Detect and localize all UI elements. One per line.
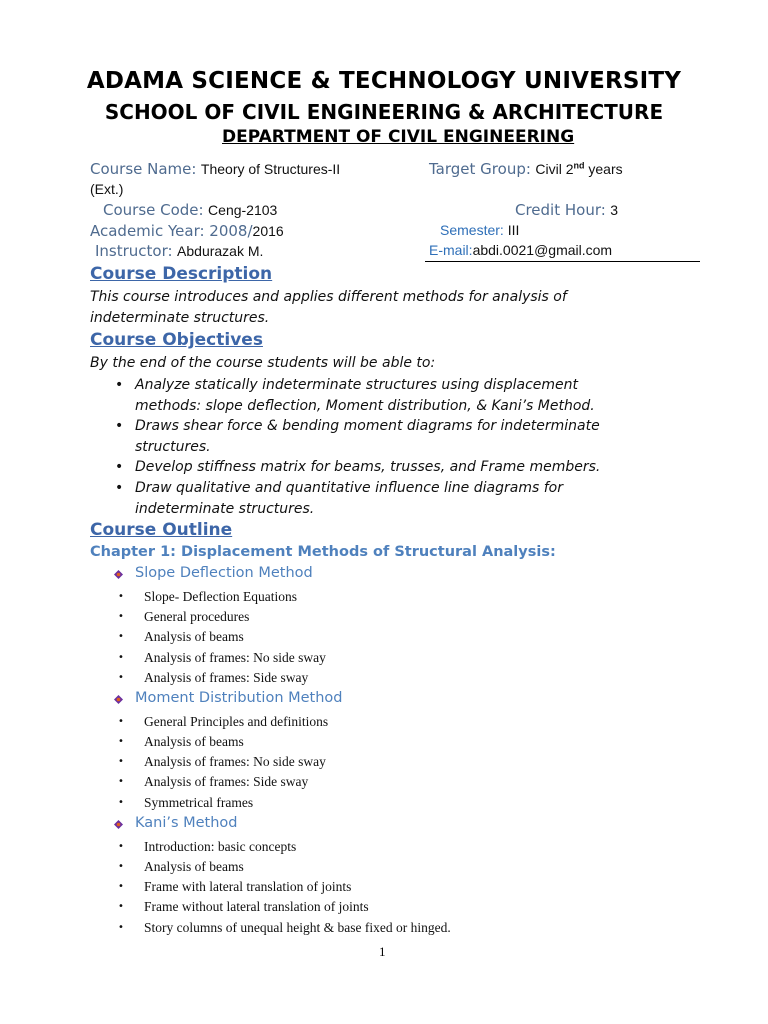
arrow-bullet-icon bbox=[114, 695, 123, 704]
bullet-icon: • bbox=[115, 418, 124, 434]
instructor-row bbox=[95, 242, 263, 260]
instructor-label: Instructor: bbox=[95, 242, 173, 260]
academic-year-value: 2016 bbox=[252, 223, 284, 239]
semester-value: III bbox=[503, 222, 520, 238]
course-code-value: Ceng-2103 bbox=[208, 202, 278, 218]
semester-label: Semester: bbox=[440, 222, 504, 238]
description-line-1: This course introduces and applies different methods for analysis of bbox=[90, 289, 567, 305]
school-title: SCHOOL OF CIVIL ENGINEERING & ARCHITECTURE bbox=[104, 100, 664, 124]
chapter-1-heading: Chapter 1: Displacement Methods of Structural Analysis: bbox=[90, 544, 556, 560]
course-name-ext: (Ext.) bbox=[90, 181, 124, 197]
course-description-heading: Course Description bbox=[90, 264, 273, 284]
description-line-2: indeterminate structures. bbox=[90, 310, 270, 326]
email-value[interactable]: abdi.0021@gmail.com bbox=[472, 242, 613, 258]
email-row bbox=[429, 242, 612, 259]
target-group-label: Target Group: bbox=[429, 160, 531, 178]
bullet-icon: • bbox=[115, 377, 124, 393]
semester-row bbox=[440, 222, 519, 239]
university-title: ADAMA SCIENCE & TECHNOLOGY UNIVERSITY bbox=[86, 68, 682, 94]
course-name-label: Course Name: bbox=[90, 160, 197, 178]
course-name-row bbox=[90, 160, 340, 178]
academic-year-row bbox=[90, 222, 284, 240]
arrow-bullet-icon bbox=[114, 820, 123, 829]
target-group-value: Civil 2nd years bbox=[535, 160, 623, 177]
document-page: ADAMA SCIENCE & TECHNOLOGY UNIVERSITY SCHOOL OF CIVIL ENGINEERING & ARCHITECTURE DEPARTMENT OF CIVIL ENGINEERING Course Name: Theory of Structures-II (Ext.) Target Group: Civil 2nd years Course Code: Ceng-2103 Credit Hour: 3 Academic Year: 2008/2016 Semester: III Instructor: Abdurazak M. E-mail:abdi.0021@gmail.com Course Description This course introduces and applies different methods for analysis of indeterminate structures. Course Objectives By the end of the course students will be able to: • Analyze statically indeterminate structures using displacement methods: slope deflection, Moment distribution, & Kani’s Method. • Draws shear force & bending moment diagrams for indeterminate structures. • Develop stiffness matrix for beams, trusses, and Frame members. • Draw qualitative and quantitative influence line diagrams for indeterminate structures. Course Outline Chapter 1: Displacement Methods of Structural Analysis: Slope Deflection Method • Slope- Deflection Equations • General procedures • Analysis of beams • Analysis of frames: No side sway • Analysis of frames: Side sway Moment Distribution Method • General Principles and definitions • Analysis of beams • Analysis of frames: No side sway • Analysis of frames: Side sway • Symmetrical frames Kani’s Method • Introduction: basic concepts • Analysis of beams • Frame with lateral translation of joints • Frame without lateral translation of joints • Story columns of unequal height & base fixed or hinged. 1 bbox=[0, 0, 768, 1024]
email-label: E-mail: bbox=[429, 242, 473, 258]
arrow-bullet-icon bbox=[114, 570, 123, 579]
credit-hour-row bbox=[515, 201, 618, 219]
header-divider bbox=[425, 261, 700, 262]
course-outline-heading: Course Outline bbox=[90, 520, 233, 540]
page-number: 1 bbox=[379, 944, 386, 959]
course-code-label: Course Code: bbox=[103, 201, 204, 219]
target-group-row bbox=[429, 160, 623, 178]
credit-hour-value: 3 bbox=[610, 202, 619, 218]
objectives-intro: By the end of the course students will be able to: bbox=[90, 355, 436, 371]
course-objectives-heading: Course Objectives bbox=[90, 330, 263, 350]
course-code-row bbox=[103, 201, 277, 219]
bullet-icon: • bbox=[115, 459, 124, 475]
department-title: DEPARTMENT OF CIVIL ENGINEERING bbox=[222, 127, 575, 147]
credit-hour-label: Credit Hour: bbox=[515, 201, 606, 219]
bullet-icon: • bbox=[115, 480, 124, 496]
course-name-value: Theory of Structures-II bbox=[200, 161, 341, 177]
academic-year-label: Academic Year: 2008/ bbox=[90, 222, 253, 240]
instructor-value: Abdurazak M. bbox=[177, 243, 264, 259]
